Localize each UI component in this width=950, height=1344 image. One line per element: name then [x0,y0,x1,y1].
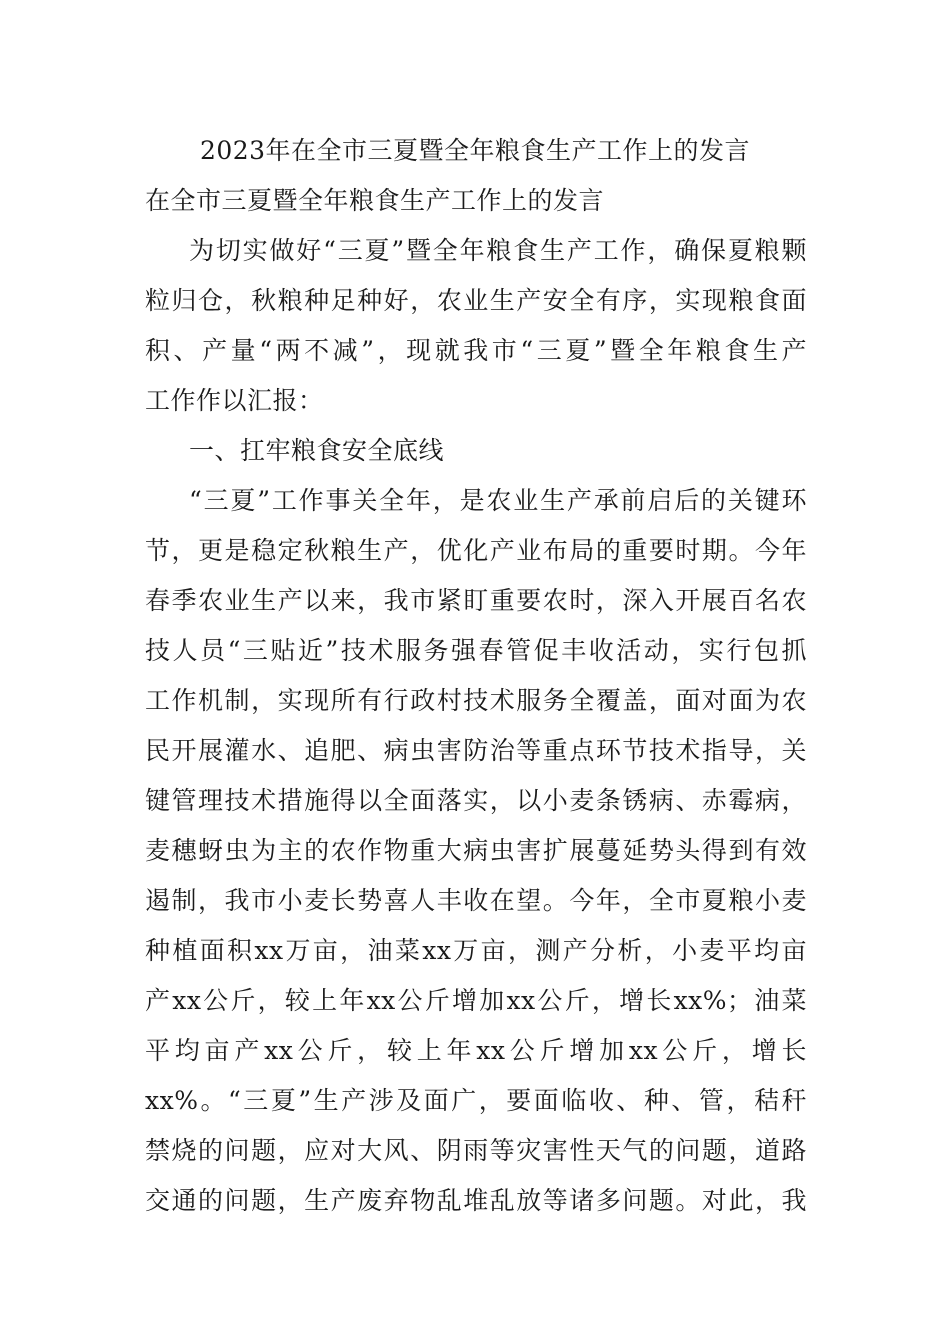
paragraph-line: 遏制，我市小麦长势喜人丰收在望。今年，全市夏粮小麦 [145,886,807,915]
document-title: 2023年在全市三夏暨全年粮食生产工作上的发言 [199,136,751,165]
section-heading: 一、扛牢粮食安全底线 [189,436,445,465]
paragraph-line: 种植面积xx万亩，油菜xx万亩，测产分析，小麦平均亩 [145,936,807,965]
paragraph-line: 粒归仓，秋粮种足种好，农业生产安全有序，实现粮食面 [145,286,807,315]
paragraph-line: 键管理技术措施得以全面落实，以小麦条锈病、赤霉病， [145,786,807,815]
paragraph-line: 交通的问题，生产废弃物乱堆乱放等诸多问题。对此，我 [145,1186,807,1215]
document-subtitle: 在全市三夏暨全年粮食生产工作上的发言 [145,186,605,215]
paragraph-line: 工作机制，实现所有行政村技术服务全覆盖，面对面为农 [145,686,807,715]
paragraph-line: 麦穗蚜虫为主的农作物重大病虫害扩展蔓延势头得到有效 [145,836,807,865]
paragraph-line: 民开展灌水、追肥、病虫害防治等重点环节技术指导，关 [145,736,807,765]
paragraph-line: 技人员“三贴近”技术服务强春管促丰收活动，实行包抓 [145,636,807,665]
paragraph-line: 积、产量“两不减”，现就我市“三夏”暨全年粮食生产 [145,336,807,365]
paragraph-line: 工作作以汇报： [145,386,324,415]
paragraph-line: 春季农业生产以来，我市紧盯重要农时，深入开展百名农 [145,586,807,615]
paragraph-line: xx%。“三夏”生产涉及面广，要面临收、种、管，秸秆 [145,1086,807,1115]
paragraph-line: 平均亩产xx公斤，较上年xx公斤增加xx公斤，增长 [145,1036,807,1065]
paragraph-line: 产xx公斤，较上年xx公斤增加xx公斤，增长xx%；油菜 [145,986,807,1015]
paragraph-line: “三夏”工作事关全年，是农业生产承前启后的关键环 [189,486,807,515]
paragraph-line: 禁烧的问题，应对大风、阴雨等灾害性天气的问题，道路 [145,1136,807,1165]
paragraph-line: 节，更是稳定秋粮生产，优化产业布局的重要时期。今年 [145,536,807,565]
paragraph-line: 为切实做好“三夏”暨全年粮食生产工作，确保夏粮颗 [189,236,807,265]
